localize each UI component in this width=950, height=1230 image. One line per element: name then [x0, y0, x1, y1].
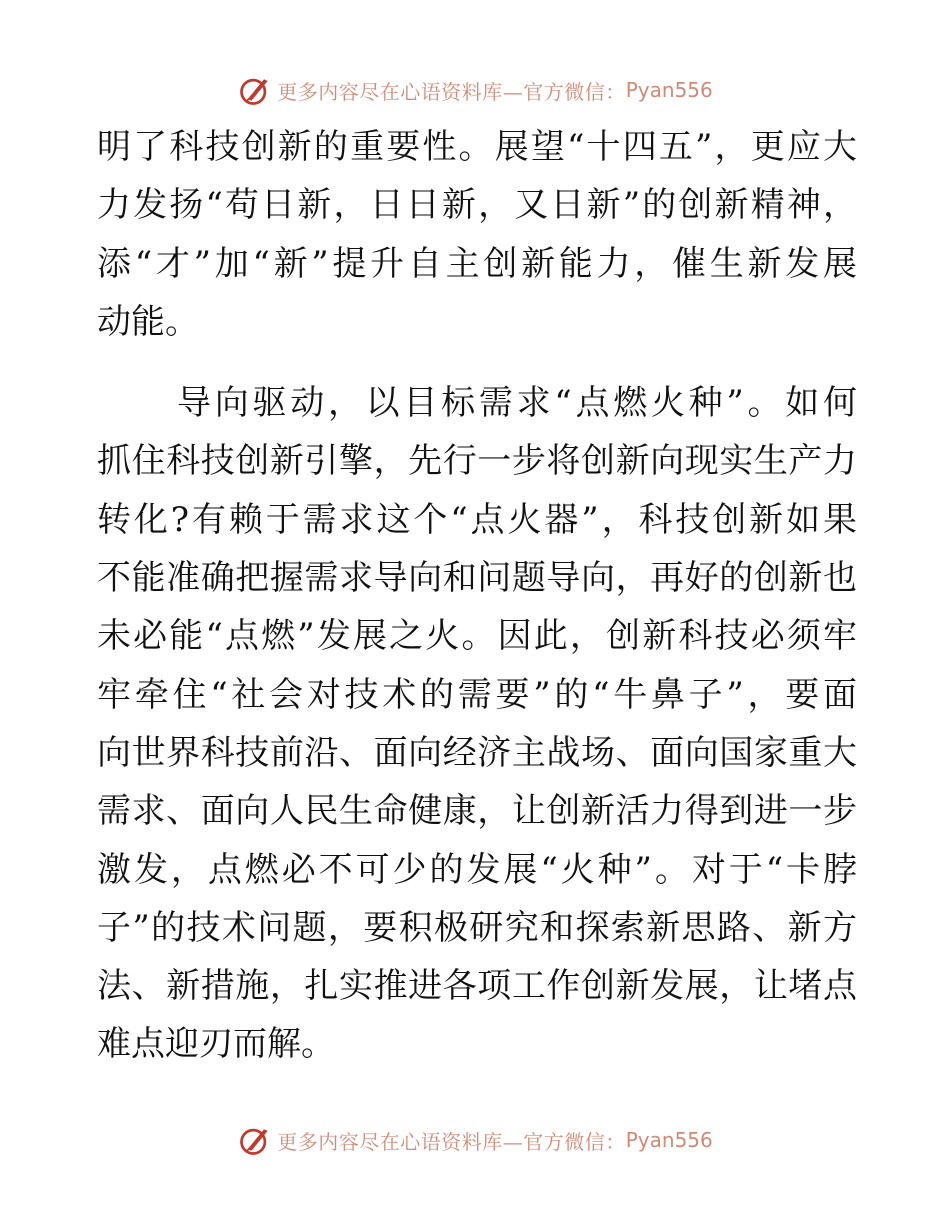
header-banner-handle: Pyan556 [625, 78, 713, 102]
quill-circle-logo-icon [237, 72, 273, 108]
paragraph-line: 子”的技术问题，要积极研究和探索新思路、新方 [97, 907, 857, 948]
footer-banner-text: 更多内容尽在心语资料库—官方微信： [277, 1129, 626, 1154]
footer-banner-handle: Pyan556 [625, 1128, 713, 1152]
document-body [97, 118, 857, 1074]
paragraph-line: 力发扬“苟日新，日日新，又日新”的创新精神， [97, 185, 857, 226]
footer-banner [0, 1120, 950, 1160]
paragraph-1 [97, 118, 857, 351]
paragraph-line: 需求、面向人民生命健康，让创新活力得到进一步 [97, 791, 857, 832]
paragraph-line: 导向驱动，以目标需求“点燃火种”。如何 [177, 383, 857, 424]
paragraph-line: 不能准确把握需求导向和问题导向，再好的创新也 [97, 558, 857, 599]
paragraph-line: 明了科技创新的重要性。展望“十四五”，更应大 [97, 127, 857, 167]
paragraph-line: 法、新措施，扎实推进各项工作创新发展，让堵点 [97, 966, 857, 1007]
quill-circle-logo-icon [237, 1122, 273, 1158]
paragraph-line: 向世界科技前沿、面向经济主战场、面向国家重大 [97, 732, 857, 773]
paragraph-line: 激发，点燃必不可少的发展“火种”。对于“卡脖 [97, 849, 857, 890]
paragraph-line: 难点迎刃而解。 [97, 1024, 335, 1065]
header-banner [0, 70, 950, 110]
paragraph-line: 转化?有赖于需求这个“点火器”，科技创新如果 [97, 499, 857, 540]
paragraph-spacer [97, 351, 857, 374]
header-banner-text: 更多内容尽在心语资料库—官方微信： [277, 79, 626, 104]
paragraph-line: 动能。 [97, 301, 199, 342]
paragraph-line: 牢牵住“社会对技术的需要”的“牛鼻子”，要面 [97, 674, 857, 715]
paragraph-line: 未必能“点燃”发展之火。因此，创新科技必须牢 [97, 616, 857, 657]
paragraph-2 [97, 374, 857, 1074]
paragraph-line: 抓住科技创新引擎，先行一步将创新向现实生产力 [97, 441, 857, 482]
paragraph-line: 添“才”加“新”提升自主创新能力，催生新发展 [97, 243, 857, 284]
